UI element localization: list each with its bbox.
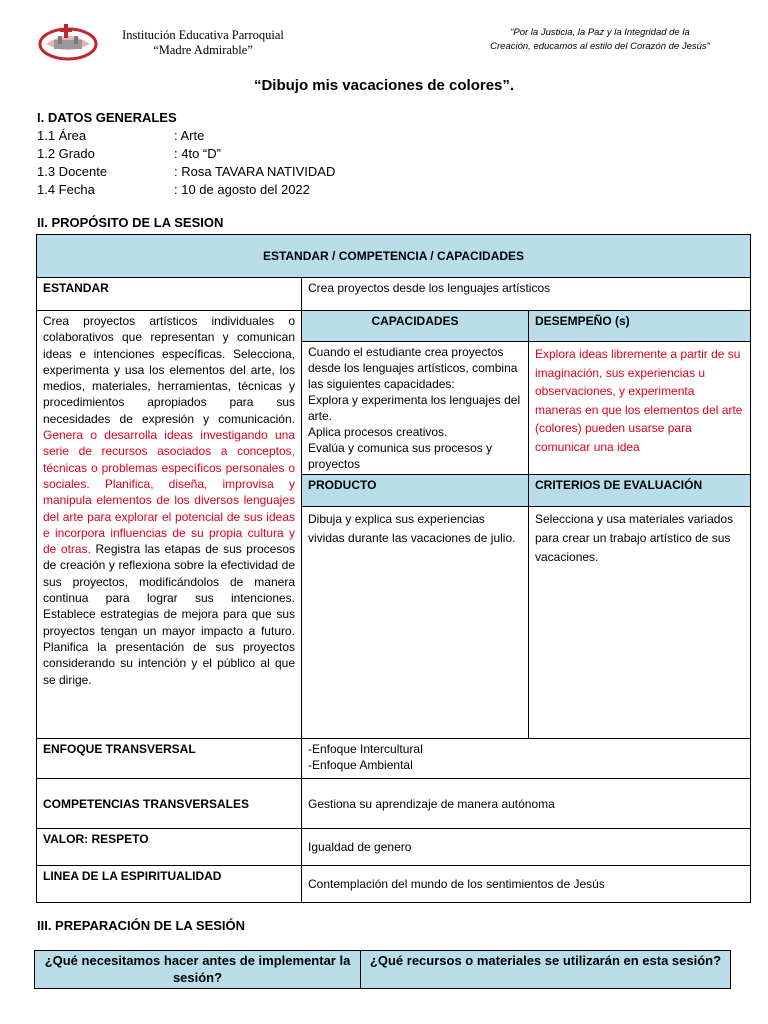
document-title: “Dibujo mis vacaciones de colores”.	[253, 77, 515, 94]
institution-line2: “Madre Admirable”	[153, 43, 253, 57]
estandar-description	[37, 311, 302, 739]
estandar-text-red: Genera o desarrolla ideas investigando una serie de recursos asociados a conceptos, técnicas o problemas específicos personales o sociales. Planifica, diseña, improvisa y manipula elementos de los diversos lenguajes del arte para explorar el potencial de sus ideas e incorpora influencias de su propia cultura y de otras.	[43, 428, 295, 557]
section1-heading: I. DATOS GENERALES	[37, 110, 177, 125]
valor-text: Igualdad de genero	[302, 829, 751, 866]
general-value: : 10 de agosto del 2022	[174, 182, 310, 197]
capacidades-text	[302, 342, 529, 475]
linea-label: LINEA DE LA ESPIRITUALIDAD	[37, 866, 302, 903]
institution-line1: Institución Educativa Parroquial	[122, 28, 284, 42]
producto-text: Dibuja y explica sus experiencias vividas durante las vacaciones de julio.	[302, 507, 529, 739]
general-row-fecha	[37, 181, 310, 199]
producto-label: PRODUCTO	[302, 475, 529, 507]
preparation-table	[34, 950, 731, 989]
comp-trans-text: Gestiona su aprendizaje de manera autónoma	[302, 779, 751, 829]
desempeno-label: DESEMPEÑO (s)	[529, 311, 751, 342]
criterios-label: CRITERIOS DE EVALUACIÓN	[529, 475, 751, 507]
valor-label: VALOR: RESPETO	[37, 829, 302, 866]
general-row-docente	[37, 163, 335, 181]
criterios-text: Selecciona y usa materiales variados para crear un trabajo artístico de sus vacaciones.	[529, 507, 751, 739]
section2-heading: II. PROPÓSITO DE LA SESION	[37, 215, 224, 230]
enfoque-label: ENFOQUE TRANSVERSAL	[37, 739, 302, 779]
capacidades-label: CAPACIDADES	[302, 311, 529, 342]
school-logo	[36, 22, 100, 62]
general-label: 1.4 Fecha	[37, 182, 95, 197]
capacidad-item: Explora y experimenta los lenguajes del arte.	[308, 393, 521, 423]
enfoque-item: -Enfoque Ambiental	[308, 758, 413, 772]
general-row-area	[37, 127, 204, 145]
general-value: : 4to “D”	[174, 146, 221, 161]
general-label: 1.3 Docente	[37, 164, 108, 179]
enfoque-item: -Enfoque Intercultural	[308, 742, 423, 756]
general-label: 1.2 Grado	[37, 146, 95, 161]
section3-heading: III. PREPARACIÓN DE LA SESIÓN	[37, 918, 246, 933]
motto	[470, 26, 730, 54]
motto-line2: Creación, educamos al estilo del Corazón de Jesús”	[490, 41, 710, 52]
general-row-grado	[37, 145, 221, 163]
capacidad-item: Evalúa y comunica sus procesos y proyectos	[308, 441, 493, 471]
desempeno-text: Explora ideas libremente a partir de su imaginación, sus experiencias u observaciones, y experimenta maneras en que los elementos del arte (colores) pueden usarse para comunicar una idea	[529, 342, 751, 475]
capacidad-item: Aplica procesos creativos.	[308, 425, 448, 439]
comp-trans-label: COMPETENCIAS TRANSVERSALES	[37, 779, 302, 829]
prep-question-resources: ¿Qué recursos o materiales se utilizarán en esta sesión?	[361, 951, 731, 989]
general-value: : Arte	[174, 128, 205, 143]
general-label: 1.1 Área	[37, 128, 87, 143]
linea-text: Contemplación del mundo de los sentimientos de Jesús	[302, 866, 751, 903]
estandar-text-1: Crea proyectos artísticos individuales o colaborativos que representan y comunican ideas e intenciones específicas. Selecciona, experimenta y usa los elementos del arte, los medios, materiales, herramientas, técnicas y procedimientos apropiados para sus necesidades de expresión y comunicación.	[43, 314, 295, 426]
estandar-text-2: Registra las etapas de sus procesos de creación y reflexiona sobre la efectividad de sus proyectos, modificándolos de manera continua para lograr sus intenciones. Establece estrategias de mejora para que sus proyectos tengan un mayor impacto a futuro. Planifica la presentación de sus proyectos considerando su intención y el público al que se dirige.	[43, 542, 296, 687]
institution-name	[105, 28, 301, 58]
general-value: : Rosa TAVARA NATIVIDAD	[174, 164, 336, 179]
competencia-text: Crea proyectos desde los lenguajes artísticos	[302, 278, 751, 311]
purpose-table	[36, 234, 751, 903]
estandar-label: ESTANDAR	[37, 278, 302, 311]
enfoque-text	[302, 739, 751, 779]
capacidades-intro: Cuando el estudiante crea proyectos desde los lenguajes artísticos, combina las siguientes capacidades:	[308, 345, 518, 391]
motto-line1: “Por la Justicia, la Paz y la Integridad de la	[510, 27, 690, 38]
table-header: ESTANDAR / COMPETENCIA / CAPACIDADES	[37, 235, 751, 278]
prep-question-before: ¿Qué necesitamos hacer antes de implementar la sesión?	[35, 951, 361, 989]
